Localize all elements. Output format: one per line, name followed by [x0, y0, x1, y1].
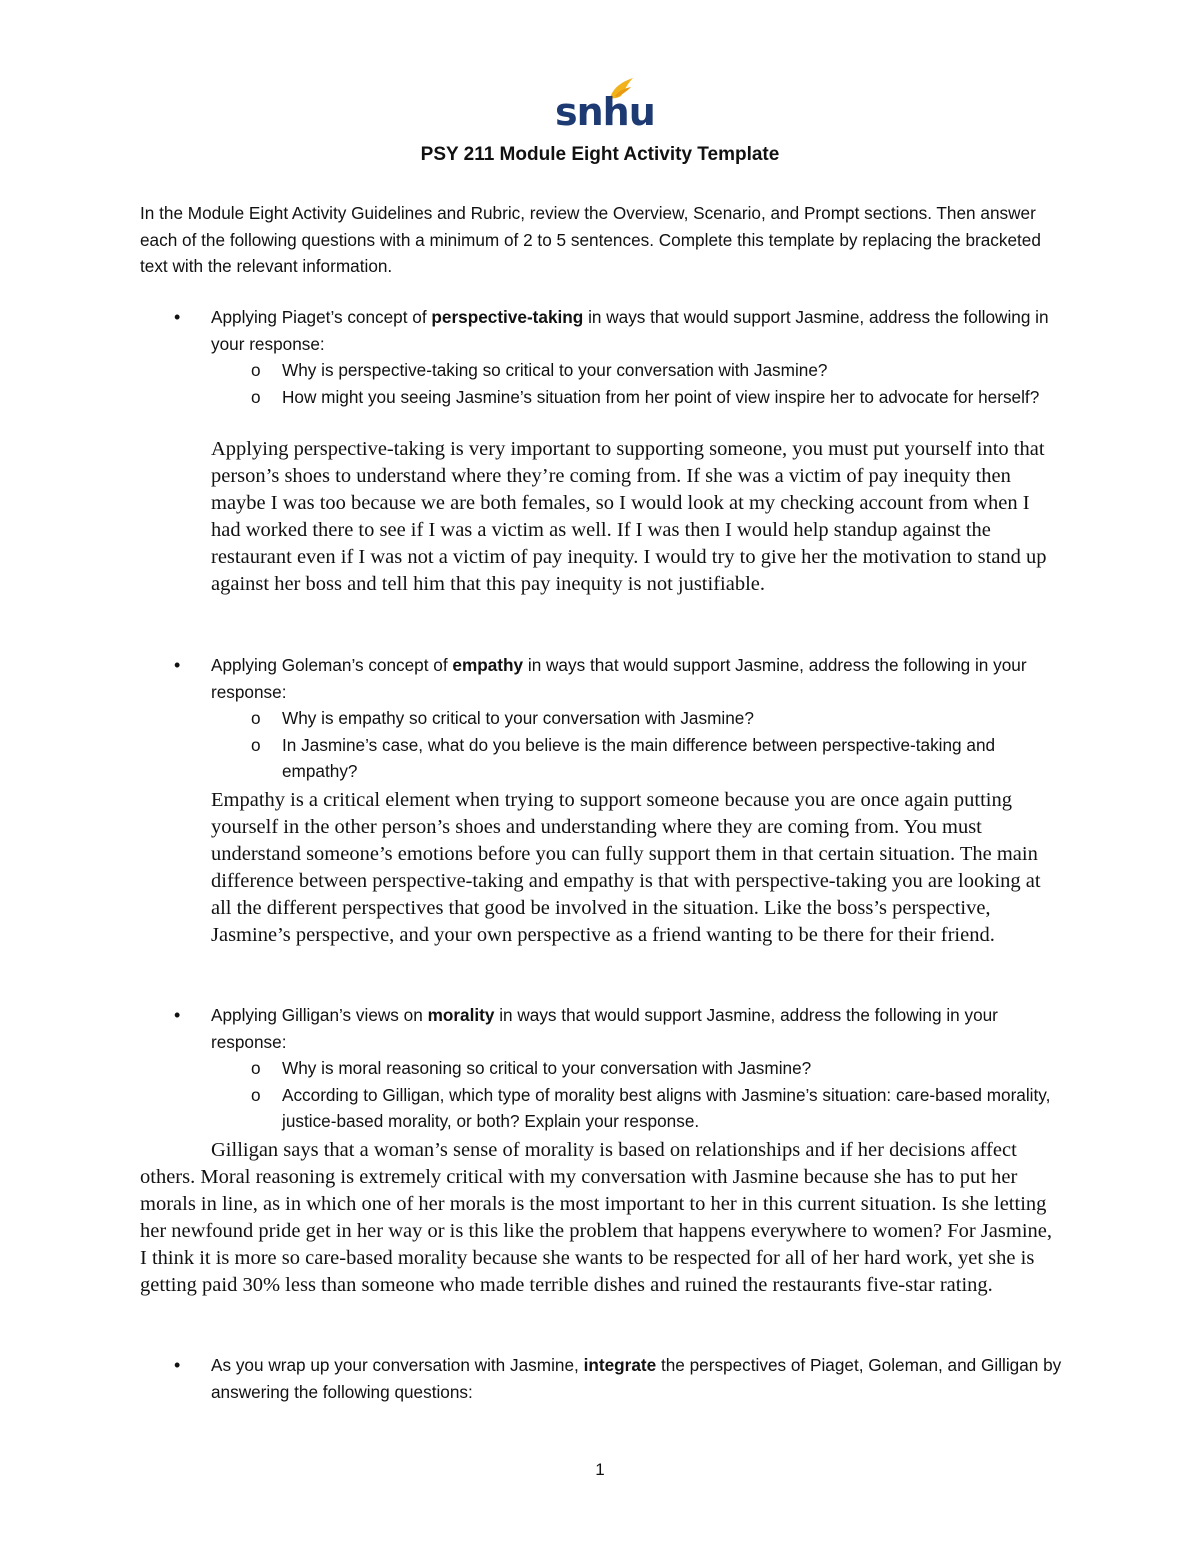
bullet-text-post: in ways that would support Jasmine, address the following in your response:: [211, 1005, 998, 1052]
sub-bullet-icon: o: [251, 708, 261, 728]
bullet-icon: •: [174, 655, 181, 675]
snhu-logo: [555, 74, 655, 134]
bullet-text-pre: Applying Goleman’s concept of: [211, 655, 453, 675]
bullet-text-post: the perspectives of Piaget, Goleman, and Gilligan by answering the following questions:: [211, 1355, 1062, 1402]
bullet-text-post: in ways that would support Jasmine, address the following in your response:: [211, 655, 1027, 702]
bullet-item: [140, 304, 1070, 357]
page-number: 1: [595, 1460, 605, 1479]
sub-bullet-icon: o: [251, 1084, 261, 1105]
sub-bullet-item: [140, 705, 1070, 732]
bullet-text-bold: empathy: [452, 655, 524, 675]
question-block-perspective-taking: [140, 304, 1070, 410]
answer-paragraph: Gilligan says that a woman’s sense of morality is based on relationships and if her decisions affect others. Moral reasoning is extremely critical with my conversation with Jasmine because she has to put her morals in line, as in which one of her morals is the most important to her in this current situation. Is she letting her newfound pride get in her way or is this like the problem that happens everywhere to women? For Jasmine, I think it is more so care-based morality because she wants to be respected for all of her hard work, yet she is getting paid 30% less than someone who made terrible dishes and ruined the restaurants five-star rating.: [140, 1139, 1052, 1296]
sub-bullet-item: [140, 384, 1070, 411]
bullet-text-post: in ways that would support Jasmine, address the following in your response:: [211, 307, 1049, 354]
bullet-icon: •: [174, 307, 181, 327]
sub-bullet-icon: o: [251, 1058, 261, 1078]
bullet-item: [140, 1002, 1070, 1055]
sub-bullet-text: Why is perspective-taking so critical to your conversation with Jasmine?: [282, 360, 828, 380]
bullet-icon: •: [174, 1355, 181, 1375]
sub-bullet-item: [140, 357, 1070, 384]
bullet-icon: •: [174, 1005, 181, 1025]
sub-bullet-item: [140, 1055, 1070, 1082]
sub-bullet-text: According to Gilligan, which type of morality best aligns with Jasmine’s situation: care-based morality, justice-based morality, or both? Explain your response.: [282, 1084, 1051, 1131]
question-block-morality: [140, 1002, 1070, 1135]
bullet-text-pre: Applying Gilligan’s views on: [211, 1005, 428, 1025]
bullet-item: [140, 1352, 1070, 1405]
sub-bullet-item: [140, 1082, 1070, 1135]
bullet-text-bold: perspective-taking: [431, 307, 584, 327]
bullet-text-pre: Applying Piaget’s concept of: [211, 307, 432, 327]
intro-paragraph: In the Module Eight Activity Guidelines and Rubric, review the Overview, Scenario, and Prompt sections. Then answer each of the following questions with a minimum of 2 to 5 sentences. Complete this template by replacing the bracketed text with the relevant information.: [140, 203, 1041, 276]
question-block-empathy: [140, 652, 1070, 785]
bullet-text-bold: integrate: [583, 1355, 657, 1375]
bullet-item: [140, 652, 1070, 705]
answer-paragraph: Applying perspective-taking is very important to supporting someone, you must put yourself into that person’s shoes to understand where they’re coming from. If she was a victim of pay inequity then maybe I was too because we are both females, so I would look at my checking account from when I had worked there to see if I was a victim as well. If I was then I would help standup against the restaurant even if I was not a victim of pay inequity. I would try to give her the motivation to stand up against her boss and tell him that this pay inequity is not justifiable.: [211, 438, 1047, 595]
logo-text: snhu: [555, 90, 655, 134]
sub-bullet-icon: o: [251, 734, 261, 755]
sub-bullet-text: Why is empathy so critical to your conversation with Jasmine?: [282, 708, 754, 728]
sub-bullet-icon: o: [251, 386, 261, 407]
bullet-text-bold: morality: [427, 1005, 495, 1025]
sub-bullet-text: How might you seeing Jasmine’s situation from her point of view inspire her to advocate for herself?: [282, 386, 1040, 407]
answer-paragraph: Empathy is a critical element when trying to support someone because you are once again putting yourself in the other person’s shoes and understanding where they are coming from. You must understand someone’s emotions before you can fully support them in that certain situation. The main difference between perspective-taking and empathy is that with perspective-taking you are looking at all the different perspectives that good be involved in the situation. Like the boss’s perspective, Jasmine’s perspective, and your own perspective as a friend wanting to be there for their friend.: [211, 789, 1041, 946]
sub-bullet-icon: o: [251, 360, 261, 380]
page-title: PSY 211 Module Eight Activity Template: [420, 144, 780, 165]
sub-bullet-item: [140, 732, 1070, 785]
question-block-integrate: [140, 1352, 1070, 1405]
sub-bullet-text: Why is moral reasoning so critical to your conversation with Jasmine?: [282, 1058, 812, 1078]
bullet-text-pre: As you wrap up your conversation with Jasmine,: [211, 1355, 584, 1375]
sub-bullet-text: In Jasmine’s case, what do you believe is the main difference between perspective-taking and empathy?: [282, 734, 996, 781]
